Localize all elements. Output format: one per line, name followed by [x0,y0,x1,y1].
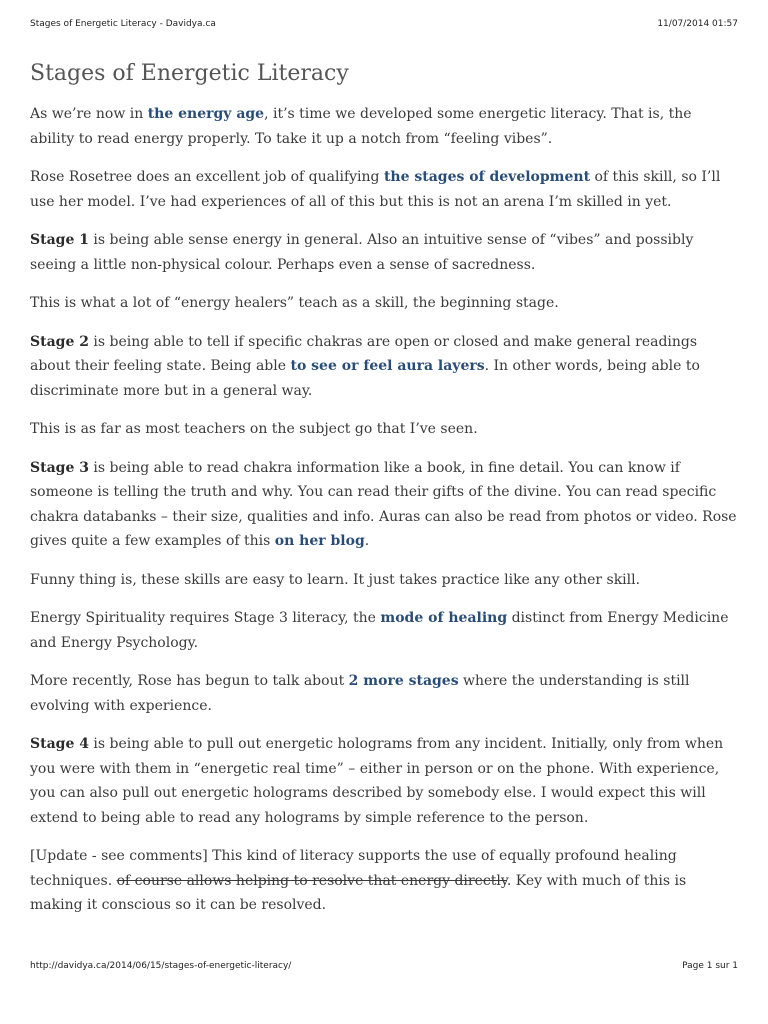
text-run: is being able to pull out energetic holograms from any incident. Initially, only from when you were with them in “energetic real time” – either in person or on the phone. With experience, you can also pull out energetic holograms described by somebody else. I would expect this will extend to being able to read any holograms by simple reference to the person. [30,736,724,826]
text-run: Funny thing is, these skills are easy to learn. It just takes practice like any other skill. [30,571,641,588]
text-run: . Key with much of this is making it conscious so it can be resolved. [30,872,687,913]
paragraph-intro [30,102,738,151]
stage-label: Stage 4 [30,736,89,752]
text-run: . [364,533,370,549]
paragraph-energy-spirituality [30,606,738,655]
print-header [30,19,738,33]
link-aura-layers[interactable]: to see or feel aura layers [290,358,485,374]
link-mode-of-healing[interactable]: mode of healing [380,610,508,626]
text-run: , it’s time we developed some energetic literacy. That is, the ability to read energy properly. To take it up a notch from “feeling vibes”. [30,106,692,147]
article [30,58,738,932]
paragraph-stage-3 [30,456,738,554]
paragraph-stage-4 [30,732,738,830]
link-2-more-stages[interactable]: 2 more stages [348,673,459,689]
text-run: is being able to read chakra information like a book, in fine detail. You can know if someone is telling the truth and why. You can read their gifts of the divine. You can read specific chakra databanks – their size, qualities and info. Auras can also be read from photos or video. Rose gives quite a few examples of this [30,459,737,549]
text-run: This is what a lot of “energy healers” teach as a skill, the beginning stage. [30,295,559,311]
paragraph-rose-model [30,165,738,214]
text-run: More recently, Rose has begun to talk about [30,673,349,689]
text-run: [Update - see comments] This kind of literacy supports the use of equally profound healing techniques. [30,848,677,889]
page-title: Stages of Energetic Literacy [30,61,349,86]
paragraph-funny-thing [30,568,738,593]
text-run: is being able to tell if specific chakras are open or closed and make general readings about their feeling state. Being able [30,333,698,374]
paragraph-teachers [30,417,738,442]
print-footer-url: http://davidya.ca/2014/06/15/stages-of-energetic-literacy/ [30,961,292,971]
text-run: distinct from Energy Medicine and Energy Psychology. [30,610,729,651]
paragraph-more-stages [30,669,738,718]
text-run: of this skill, so I’ll use her model. I’ve had experiences of all of this but this is not an arena I’m skilled in yet. [30,169,721,210]
print-header-title: Stages of Energetic Literacy - Davidya.ca [30,19,216,29]
text-run: Rose Rosetree does an excellent job of qualifying [30,169,384,185]
text-run: Energy Spirituality requires Stage 3 literacy, the [30,610,381,626]
link-on-her-blog[interactable]: on her blog [274,533,365,549]
paragraph-stage-1 [30,228,738,277]
link-energy-age[interactable]: the energy age [147,106,265,122]
stage-label: Stage 2 [30,333,89,350]
text-run: where the understanding is still evolving with experience. [30,673,690,714]
paragraph-stage-2 [30,330,738,404]
print-footer [30,961,738,975]
print-footer-page-number: Page 1 sur 1 [682,961,738,971]
text-run: is being able sense energy in general. Also an intuitive sense of “vibes” and possibly seeing a little non-physical colour. Perhaps even a sense of sacredness. [30,232,694,273]
stage-label: Stage 1 [30,232,89,248]
stage-label: Stage 3 [30,459,89,476]
paragraph-energy-healers [30,291,738,316]
print-header-datetime: 11/07/2014 01:57 [657,19,738,29]
text-run: As we’re now in [30,106,148,122]
link-stages-of-development[interactable]: the stages of development [383,169,591,185]
text-run: . In other words, being able to discriminate more but in a general way. [30,358,700,399]
text-run: This is as far as most teachers on the subject go that I’ve seen. [30,421,478,437]
struck-text: of course allows helping to resolve that energy directly [116,872,507,889]
paragraph-update [30,844,738,918]
